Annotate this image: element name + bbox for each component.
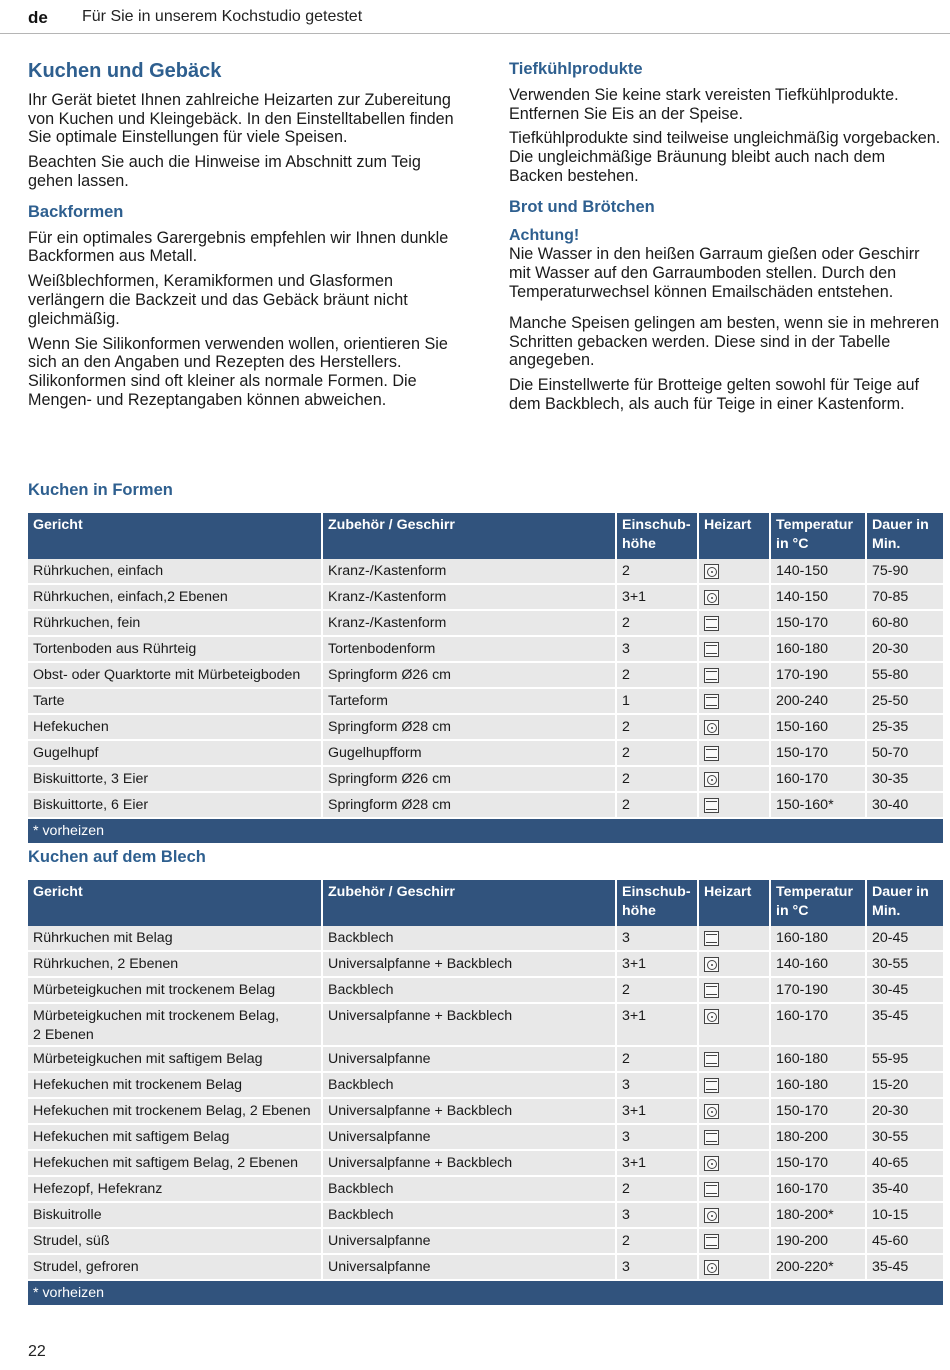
page-header: [0, 0, 950, 34]
top-bottom-heat-icon: [704, 983, 719, 998]
hot-air-icon: [704, 772, 719, 787]
cell-heizart: [698, 951, 770, 977]
column-header-einschub: Einschub- höhe: [616, 513, 698, 559]
column-header-heizart: Heizart: [698, 880, 770, 926]
cell-dauer: 35-45: [866, 1254, 943, 1280]
cell-dauer: 30-40: [866, 792, 943, 818]
cell-einschub: 2: [616, 1176, 698, 1202]
intro-paragraph-2: Beachten Sie auch die Hinweise im Abschnitt zum Teig gehen lassen.: [28, 153, 421, 190]
cell-temperatur: 200-240: [770, 688, 866, 714]
hot-air-icon: [704, 957, 719, 972]
cell-temperatur: 160-180: [770, 1072, 866, 1098]
top-bottom-heat-icon: [704, 668, 719, 683]
subheading-backformen: Backformen: [28, 202, 124, 221]
top-bottom-heat-icon: [704, 1182, 719, 1197]
cell-heizart: [698, 714, 770, 740]
table-kuchen-in-formen: [28, 513, 943, 843]
cell-heizart: [698, 1228, 770, 1254]
cell-heizart: [698, 1254, 770, 1280]
table-row: [28, 1098, 943, 1124]
cell-gericht: Hefezopf, Hefekranz: [28, 1176, 322, 1202]
cell-zubehoer: Tortenbodenform: [322, 636, 616, 662]
cell-dauer: 35-40: [866, 1176, 943, 1202]
table-row: [28, 977, 943, 1003]
cell-temperatur: 140-150: [770, 584, 866, 610]
table-footnote: * vorheizen: [28, 1280, 943, 1305]
cell-dauer: 30-55: [866, 1124, 943, 1150]
cell-einschub: 3: [616, 1072, 698, 1098]
table-footnote-row: [28, 818, 943, 843]
cell-heizart: [698, 1124, 770, 1150]
cell-zubehoer: Universalpfanne: [322, 1228, 616, 1254]
cell-einschub: 3: [616, 1254, 698, 1280]
cell-gericht: Biskuitrolle: [28, 1202, 322, 1228]
cell-heizart: [698, 662, 770, 688]
table-row: [28, 1202, 943, 1228]
cell-heizart: [698, 636, 770, 662]
cell-zubehoer: Universalpfanne + Backblech: [322, 1003, 616, 1046]
tiefkuehl-paragraph-1: Verwenden Sie keine stark vereisten Tiefkühlprodukte. Entfernen Sie Eis an der Speise.: [509, 85, 899, 123]
cell-zubehoer: Backblech: [322, 977, 616, 1003]
cell-temperatur: 150-170: [770, 1150, 866, 1176]
cell-heizart: [698, 766, 770, 792]
cell-zubehoer: Universalpfanne + Backblech: [322, 1098, 616, 1124]
column-header-zubehoer: Zubehör / Geschirr: [322, 880, 616, 926]
cell-dauer: 30-45: [866, 977, 943, 1003]
cell-einschub: 3+1: [616, 1150, 698, 1176]
cell-temperatur: 150-170: [770, 740, 866, 766]
top-bottom-heat-icon: [704, 694, 719, 709]
hot-air-icon: [704, 1009, 719, 1024]
cell-dauer: 75-90: [866, 559, 943, 584]
cell-gericht: Tarte: [28, 688, 322, 714]
cell-temperatur: 170-190: [770, 662, 866, 688]
cell-gericht: Hefekuchen mit trockenem Belag, 2 Ebenen: [28, 1098, 322, 1124]
cell-temperatur: 160-180: [770, 636, 866, 662]
top-bottom-heat-icon: [704, 1130, 719, 1145]
cell-heizart: [698, 1098, 770, 1124]
column-header-dauer: Dauer in Min.: [866, 880, 943, 926]
cell-zubehoer: Universalpfanne + Backblech: [322, 951, 616, 977]
cell-einschub: 3+1: [616, 584, 698, 610]
cell-gericht: Hefekuchen: [28, 714, 322, 740]
cell-temperatur: 160-180: [770, 926, 866, 951]
cell-gericht: Tortenboden aus Rührteig: [28, 636, 322, 662]
cell-zubehoer: Universalpfanne + Backblech: [322, 1150, 616, 1176]
cell-heizart: [698, 1003, 770, 1046]
cell-einschub: 2: [616, 792, 698, 818]
top-bottom-heat-icon: [704, 798, 719, 813]
brot-paragraph-1: Manche Speisen gelingen am besten, wenn sie in mehreren Schritten gebacken werden. Diese sind in der Tabelle angegeben.: [509, 313, 940, 370]
cell-temperatur: 180-200: [770, 1124, 866, 1150]
cell-temperatur: 150-170: [770, 610, 866, 636]
cell-gericht: Rührkuchen, 2 Ebenen: [28, 951, 322, 977]
cell-gericht: Strudel, gefroren: [28, 1254, 322, 1280]
cell-zubehoer: Kranz-/Kastenform: [322, 559, 616, 584]
cell-gericht: Rührkuchen, einfach,2 Ebenen: [28, 584, 322, 610]
cell-heizart: [698, 1046, 770, 1072]
cell-dauer: 20-30: [866, 636, 943, 662]
cell-gericht: Biskuittorte, 6 Eier: [28, 792, 322, 818]
hot-air-icon: [704, 720, 719, 735]
cell-zubehoer: Gugelhupfform: [322, 740, 616, 766]
column-header-zubehoer: Zubehör / Geschirr: [322, 513, 616, 559]
cell-heizart: [698, 610, 770, 636]
cell-heizart: [698, 926, 770, 951]
cell-einschub: 2: [616, 662, 698, 688]
hot-air-icon: [704, 1208, 719, 1223]
cell-temperatur: 190-200: [770, 1228, 866, 1254]
cell-einschub: 2: [616, 610, 698, 636]
intro-paragraph-1: Ihr Gerät bietet Ihnen zahlreiche Heizarten zur Zubereitung von Kuchen und Kleingebäck. In den Einstelltabellen finden Sie optimale Einstellungen für viele Speisen.: [28, 90, 454, 147]
cell-temperatur: 140-150: [770, 559, 866, 584]
cell-temperatur: 170-190: [770, 977, 866, 1003]
cell-zubehoer: Universalpfanne: [322, 1254, 616, 1280]
cell-gericht: Obst- oder Quarktorte mit Mürbeteigboden: [28, 662, 322, 688]
cell-einschub: 3+1: [616, 1098, 698, 1124]
cell-dauer: 20-30: [866, 1098, 943, 1124]
cell-gericht: Rührkuchen, fein: [28, 610, 322, 636]
cell-zubehoer: Kranz-/Kastenform: [322, 610, 616, 636]
table-row: [28, 1072, 943, 1098]
cell-einschub: 3: [616, 1202, 698, 1228]
tiefkuehl-paragraph-2: Tiefkühlprodukte sind teilweise ungleichmäßig vorgebacken. Die ungleichmäßige Bräunung bleibt auch nach dem Backen bestehen.: [509, 129, 941, 185]
cell-heizart: [698, 740, 770, 766]
cell-zubehoer: Springform Ø28 cm: [322, 792, 616, 818]
cell-temperatur: 150-160: [770, 714, 866, 740]
cell-einschub: 3+1: [616, 1003, 698, 1046]
table-row: [28, 792, 943, 818]
cell-temperatur: 150-160*: [770, 792, 866, 818]
cell-zubehoer: Universalpfanne: [322, 1124, 616, 1150]
cell-zubehoer: Springform Ø26 cm: [322, 662, 616, 688]
table-title-kuchen-in-formen: Kuchen in Formen: [28, 481, 173, 499]
table-row: [28, 766, 943, 792]
table-row: [28, 1124, 943, 1150]
table-row: [28, 610, 943, 636]
header-title: Für Sie in unserem Kochstudio getestet: [82, 8, 363, 25]
cell-heizart: [698, 559, 770, 584]
table-row: [28, 636, 943, 662]
left-column: [28, 58, 466, 416]
cell-gericht: Mürbeteigkuchen mit trockenem Belag, 2 Ebenen: [28, 1003, 322, 1046]
cell-temperatur: 160-170: [770, 1003, 866, 1046]
cell-zubehoer: Backblech: [322, 1072, 616, 1098]
brot-paragraph-2: Die Einstellwerte für Brotteige gelten sowohl für Teige auf dem Backblech, als auch für Teige in einer Kastenform.: [509, 376, 920, 413]
table-row: [28, 559, 943, 584]
cell-dauer: 20-45: [866, 926, 943, 951]
table-row: [28, 688, 943, 714]
section-title-kuchen: Kuchen und Gebäck: [28, 60, 222, 82]
cell-dauer: 35-45: [866, 1003, 943, 1046]
table-row: [28, 662, 943, 688]
cell-einschub: 2: [616, 740, 698, 766]
hot-air-icon: [704, 564, 719, 579]
cell-dauer: 55-95: [866, 1046, 943, 1072]
table-row: [28, 926, 943, 951]
cell-dauer: 60-80: [866, 610, 943, 636]
column-header-temperatur: Temperatur in °C: [770, 880, 866, 926]
backformen-paragraph-2: Weißblechformen, Keramikformen und Glasformen verlängern die Backzeit und das Gebäck bräunt nicht gleichmäßig.: [28, 272, 408, 328]
table-footnote: * vorheizen: [28, 818, 943, 843]
hot-air-icon: [704, 1260, 719, 1275]
cell-temperatur: 150-170: [770, 1098, 866, 1124]
right-column: [509, 58, 943, 420]
cell-einschub: 2: [616, 559, 698, 584]
cell-einschub: 3: [616, 1124, 698, 1150]
hot-air-icon: [704, 1156, 719, 1171]
top-bottom-heat-icon: [704, 931, 719, 946]
cell-dauer: 30-35: [866, 766, 943, 792]
column-header-gericht: Gericht: [28, 880, 322, 926]
cell-dauer: 50-70: [866, 740, 943, 766]
page-number: 22: [28, 1343, 46, 1360]
language-code: de: [28, 8, 48, 27]
backformen-paragraph-1: Für ein optimales Garergebnis empfehlen wir Ihnen dunkle Backformen aus Metall.: [28, 228, 449, 266]
hot-air-icon: [704, 590, 719, 605]
cell-heizart: [698, 1202, 770, 1228]
column-header-einschub: Einschub- höhe: [616, 880, 698, 926]
table-row: [28, 584, 943, 610]
top-bottom-heat-icon: [704, 642, 719, 657]
table-row: [28, 714, 943, 740]
cell-gericht: Hefekuchen mit saftigem Belag: [28, 1124, 322, 1150]
cell-heizart: [698, 1072, 770, 1098]
cell-heizart: [698, 1150, 770, 1176]
cell-dauer: 70-85: [866, 584, 943, 610]
table-row: [28, 1046, 943, 1072]
cell-zubehoer: Backblech: [322, 926, 616, 951]
table-row: [28, 1228, 943, 1254]
table-row: [28, 1150, 943, 1176]
table-title-kuchen-auf-dem-blech: Kuchen auf dem Blech: [28, 848, 206, 866]
cell-zubehoer: Backblech: [322, 1176, 616, 1202]
cell-zubehoer: Kranz-/Kastenform: [322, 584, 616, 610]
table-header-row: [28, 880, 943, 926]
cell-zubehoer: Tarteform: [322, 688, 616, 714]
top-bottom-heat-icon: [704, 1078, 719, 1093]
cell-temperatur: 160-170: [770, 1176, 866, 1202]
backformen-paragraph-3: Wenn Sie Silikonformen verwenden wollen, orientieren Sie sich an den Angaben und Rezepten des Herstellers. Silikonformen sind oft kleiner als normale Formen. Die Mengen- und Rezeptangaben können abweichen.: [28, 334, 448, 409]
table-row: [28, 951, 943, 977]
cell-einschub: 2: [616, 1228, 698, 1254]
cell-heizart: [698, 977, 770, 1003]
cell-dauer: 55-80: [866, 662, 943, 688]
cell-einschub: 2: [616, 1046, 698, 1072]
cell-dauer: 15-20: [866, 1072, 943, 1098]
top-bottom-heat-icon: [704, 616, 719, 631]
cell-zubehoer: Springform Ø26 cm: [322, 766, 616, 792]
cell-gericht: Hefekuchen mit trockenem Belag: [28, 1072, 322, 1098]
cell-temperatur: 160-170: [770, 766, 866, 792]
top-bottom-heat-icon: [704, 1234, 719, 1249]
warning-text: Nie Wasser in den heißen Garraum gießen oder Geschirr mit Wasser auf den Garraumboden stellen. Durch den Temperaturwechsel können Emailschäden entstehen.: [509, 245, 920, 301]
cell-dauer: 45-60: [866, 1228, 943, 1254]
table-row: [28, 1176, 943, 1202]
cell-heizart: [698, 792, 770, 818]
cell-gericht: Gugelhupf: [28, 740, 322, 766]
hot-air-icon: [704, 1104, 719, 1119]
cell-zubehoer: Universalpfanne: [322, 1046, 616, 1072]
column-header-heizart: Heizart: [698, 513, 770, 559]
cell-heizart: [698, 1176, 770, 1202]
cell-einschub: 2: [616, 766, 698, 792]
cell-gericht: Biskuittorte, 3 Eier: [28, 766, 322, 792]
cell-einschub: 1: [616, 688, 698, 714]
cell-gericht: Mürbeteigkuchen mit saftigem Belag: [28, 1046, 322, 1072]
cell-dauer: 25-50: [866, 688, 943, 714]
column-header-gericht: Gericht: [28, 513, 322, 559]
cell-heizart: [698, 584, 770, 610]
cell-gericht: Hefekuchen mit saftigem Belag, 2 Ebenen: [28, 1150, 322, 1176]
table-header-row: [28, 513, 943, 559]
cell-gericht: Rührkuchen, einfach: [28, 559, 322, 584]
warning-label: Achtung!: [509, 226, 580, 244]
subheading-brot: Brot und Brötchen: [509, 197, 655, 216]
cell-gericht: Rührkuchen mit Belag: [28, 926, 322, 951]
cell-gericht: Mürbeteigkuchen mit trockenem Belag: [28, 977, 322, 1003]
table-row: [28, 1254, 943, 1280]
subheading-tiefkuehlprodukte: Tiefkühlprodukte: [509, 60, 643, 78]
cell-dauer: 25-35: [866, 714, 943, 740]
table-row: [28, 740, 943, 766]
top-bottom-heat-icon: [704, 746, 719, 761]
table-footnote-row: [28, 1280, 943, 1305]
cell-temperatur: 200-220*: [770, 1254, 866, 1280]
cell-dauer: 30-55: [866, 951, 943, 977]
column-header-dauer: Dauer in Min.: [866, 513, 943, 559]
column-header-temperatur: Temperatur in °C: [770, 513, 866, 559]
cell-heizart: [698, 688, 770, 714]
top-bottom-heat-icon: [704, 1052, 719, 1067]
cell-temperatur: 140-160: [770, 951, 866, 977]
cell-zubehoer: Springform Ø28 cm: [322, 714, 616, 740]
cell-dauer: 40-65: [866, 1150, 943, 1176]
cell-gericht: Strudel, süß: [28, 1228, 322, 1254]
cell-zubehoer: Backblech: [322, 1202, 616, 1228]
cell-temperatur: 180-200*: [770, 1202, 866, 1228]
cell-temperatur: 160-180: [770, 1046, 866, 1072]
cell-einschub: 2: [616, 714, 698, 740]
cell-einschub: 3+1: [616, 951, 698, 977]
table-row: [28, 1003, 943, 1046]
cell-einschub: 3: [616, 926, 698, 951]
table-kuchen-auf-dem-blech: [28, 880, 943, 1305]
cell-einschub: 3: [616, 636, 698, 662]
cell-dauer: 10-15: [866, 1202, 943, 1228]
cell-einschub: 2: [616, 977, 698, 1003]
